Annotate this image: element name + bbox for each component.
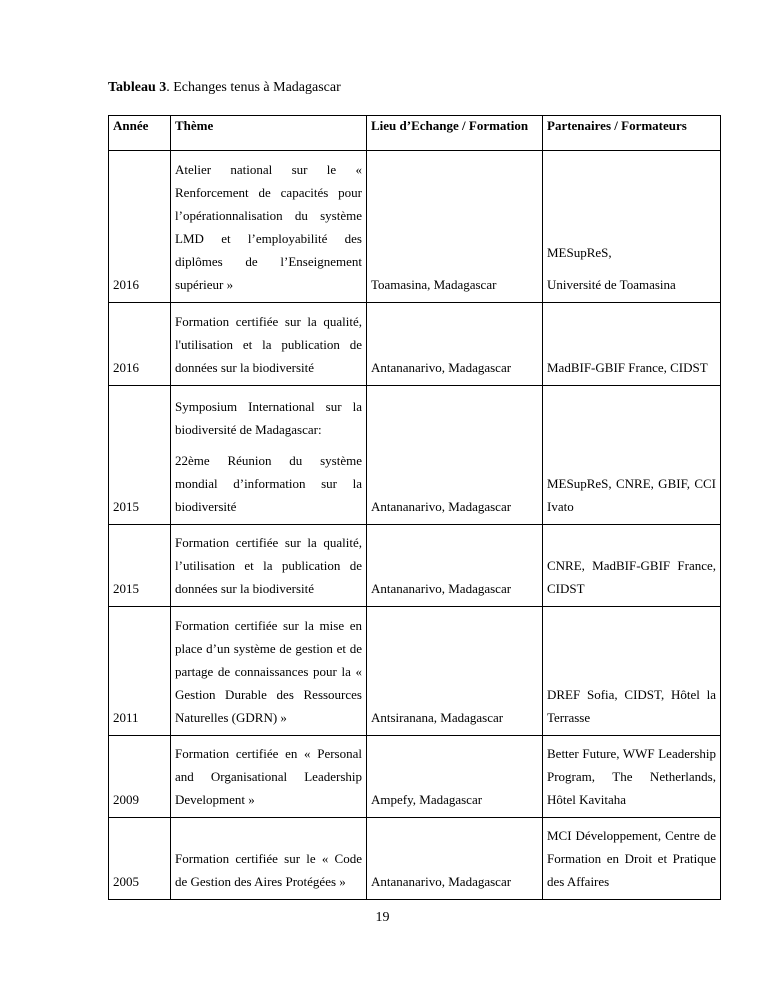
cell-theme <box>171 151 367 303</box>
table-header-row <box>109 116 721 151</box>
cell-year: 2009 <box>109 736 171 818</box>
theme-text: Atelier national sur le « Renforcement de capacités pour l’opérationnalisation du système LMD et l’employabilité des diplômes de l’Enseignement supérieur » <box>175 162 362 292</box>
partners-text: DREF Sofia, CIDST, Hôtel la Terrasse <box>547 687 716 725</box>
table-row <box>109 818 721 900</box>
cell-partners <box>543 303 721 386</box>
cell-year: 2015 <box>109 525 171 607</box>
table-row <box>109 386 721 525</box>
theme-text: Formation certifiée sur la qualité, l'utilisation et la publication de données sur la biodiversité <box>175 314 362 375</box>
cell-year: 2016 <box>109 151 171 303</box>
cell-place: Toamasina, Madagascar <box>367 151 543 303</box>
cell-partners <box>543 607 721 736</box>
header-place: Lieu d’Echange / Formation <box>367 116 543 151</box>
cell-partners <box>543 525 721 607</box>
partners-text: Université de Toamasina <box>547 277 676 292</box>
partners-text: MCI Développement, Centre de Formation en Droit et Pratique des Affaires <box>547 828 716 889</box>
partners-text: MESupReS, <box>547 245 612 260</box>
cell-place: Antananarivo, Madagascar <box>367 525 543 607</box>
theme-text: Formation certifiée sur la qualité, l’utilisation et la publication de données sur la biodiversité <box>175 535 362 596</box>
cell-place: Antsiranana, Madagascar <box>367 607 543 736</box>
cell-theme <box>171 525 367 607</box>
header-theme: Thème <box>171 116 367 151</box>
cell-year: 2016 <box>109 303 171 386</box>
theme-text: Formation certifiée en « Personal and Organisational Leadership Development » <box>175 746 362 807</box>
theme-text: Formation certifiée sur le « Code de Gestion des Aires Protégées » <box>175 851 362 889</box>
table-row <box>109 303 721 386</box>
cell-partners <box>543 386 721 525</box>
partners-text: MESupReS, CNRE, GBIF, CCI Ivato <box>547 476 716 514</box>
theme-text: 22ème Réunion du système mondial d’information sur la biodiversité <box>175 453 362 514</box>
cell-year: 2015 <box>109 386 171 525</box>
table-row <box>109 525 721 607</box>
table-row <box>109 736 721 818</box>
cell-place: Antananarivo, Madagascar <box>367 303 543 386</box>
cell-partners <box>543 151 721 303</box>
cell-theme <box>171 736 367 818</box>
page-number: 19 <box>375 910 390 925</box>
cell-theme <box>171 303 367 386</box>
cell-place: Antananarivo, Madagascar <box>367 818 543 900</box>
caption-label: Tableau 3 <box>108 80 167 95</box>
cell-partners <box>543 736 721 818</box>
header-partners: Partenaires / Formateurs <box>543 116 721 151</box>
cell-theme <box>171 607 367 736</box>
table-row <box>109 151 721 303</box>
cell-year: 2011 <box>109 607 171 736</box>
caption-text: . Echanges tenus à Madagascar <box>166 80 341 95</box>
theme-text: Formation certifiée sur la mise en place d’un système de gestion et de partage de connaissances pour la « Gestion Durable des Ressources Naturelles (GDRN) » <box>175 618 362 725</box>
partners-text: CNRE, MadBIF-GBIF France, CIDST <box>547 558 716 596</box>
cell-theme <box>171 386 367 525</box>
table-caption <box>108 80 341 96</box>
partners-text: MadBIF-GBIF France, CIDST <box>547 360 708 375</box>
cell-theme <box>171 818 367 900</box>
cell-place: Antananarivo, Madagascar <box>367 386 543 525</box>
cell-year: 2005 <box>109 818 171 900</box>
header-year: Année <box>109 116 171 151</box>
exchanges-table <box>108 115 721 900</box>
cell-place: Ampefy, Madagascar <box>367 736 543 818</box>
cell-partners <box>543 818 721 900</box>
table-row <box>109 607 721 736</box>
theme-text: Symposium International sur la biodiversité de Madagascar: <box>175 399 362 437</box>
partners-text: Better Future, WWF Leadership Program, The Netherlands, Hôtel Kavitaha <box>547 746 716 807</box>
